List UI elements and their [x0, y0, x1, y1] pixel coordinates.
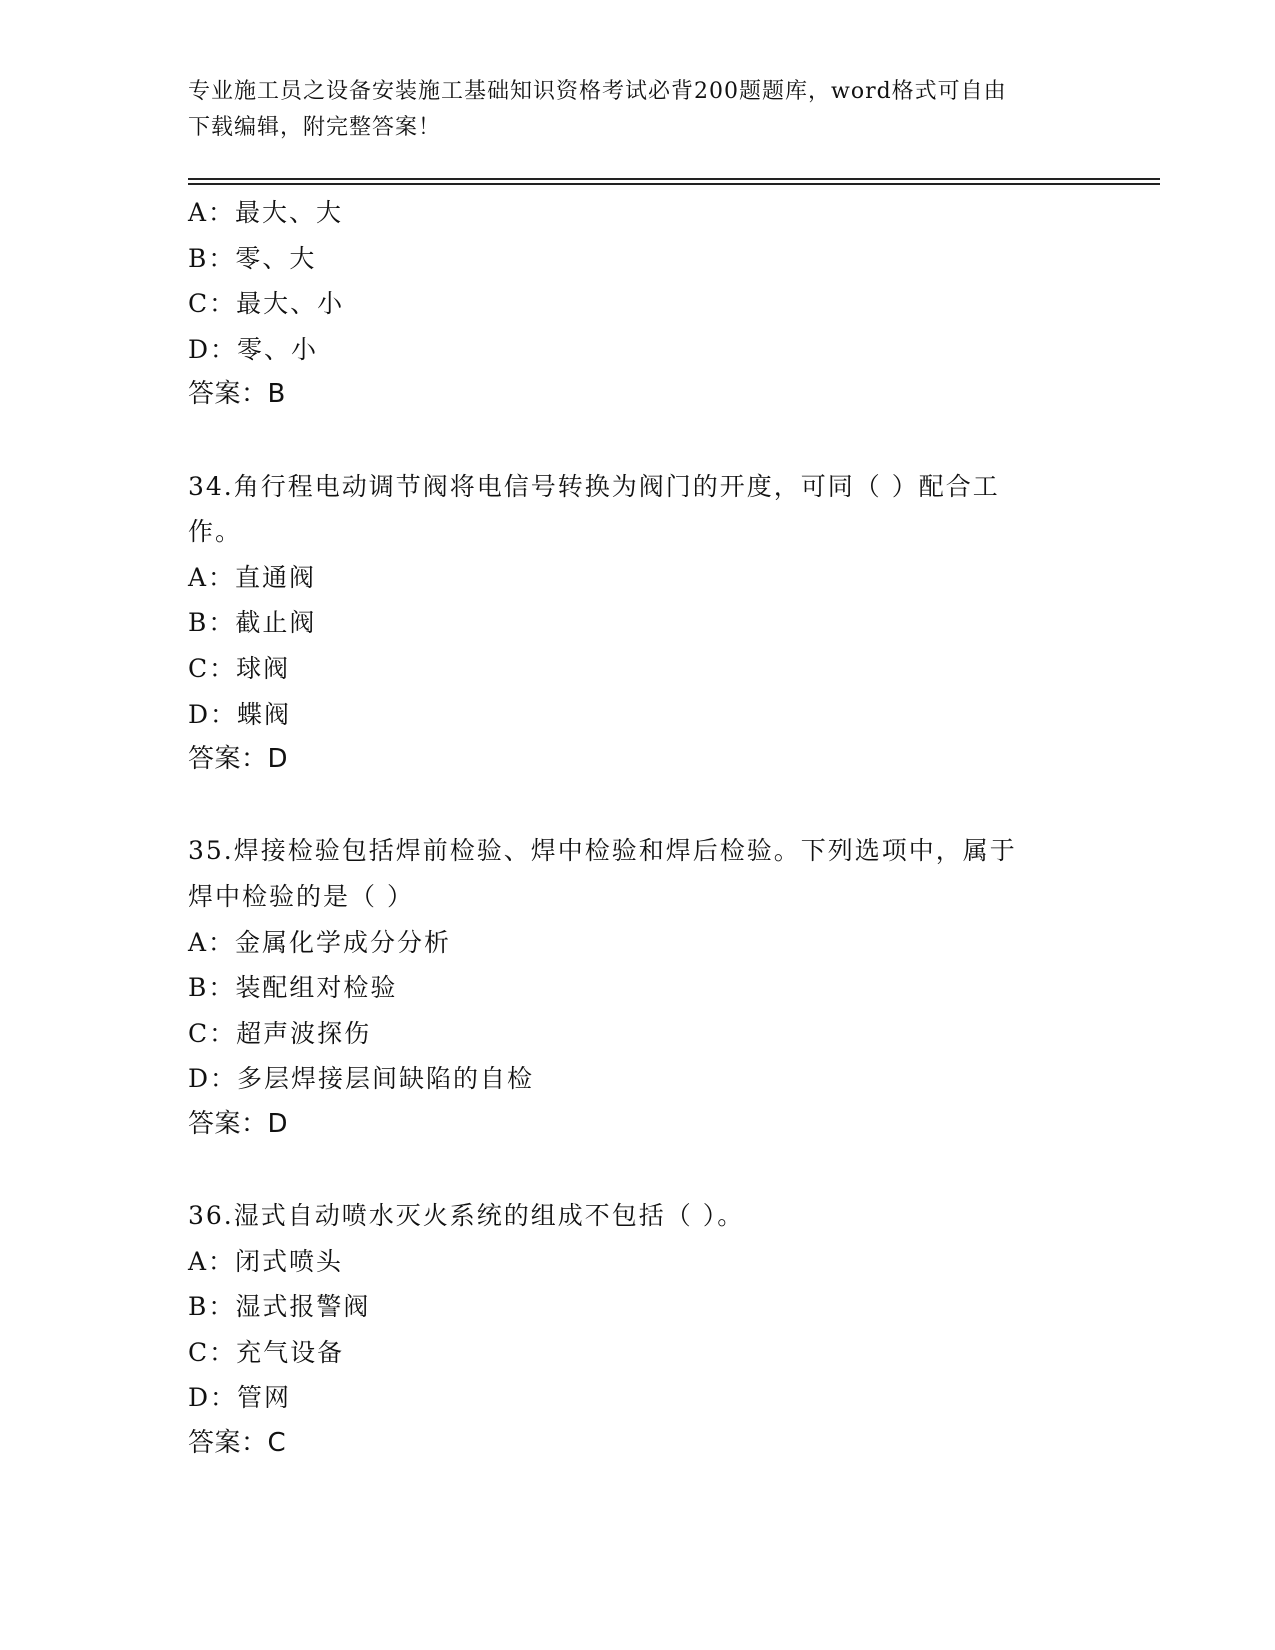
question-36	[188, 1193, 1088, 1467]
option-b: B：装配组对检验	[188, 973, 398, 1003]
option-d: D：管网	[188, 1383, 292, 1413]
answer: 答案：C	[188, 1428, 287, 1459]
option-d: D：多层焊接层间缺陷的自检	[188, 1064, 535, 1094]
answer: 答案：D	[188, 1108, 289, 1139]
option-b: B：零、大	[188, 243, 317, 273]
option-c: C：充气设备	[188, 1337, 345, 1367]
question-text-line-1: 35.焊接检验包括焊前检验、焊中检验和焊后检验。下列选项中，属于	[188, 836, 1017, 866]
question-text-line-2: 作。	[188, 517, 243, 547]
question-text-line-1: 34.角行程电动调节阀将电信号转换为阀门的开度，可同（ ）配合工	[188, 471, 1000, 501]
option-c: C：球阀	[188, 653, 291, 683]
option-a: A：直通阀	[188, 562, 317, 592]
option-d: D：蝶阀	[188, 699, 292, 729]
question-35	[188, 828, 1088, 1147]
question-33-continued	[188, 190, 1088, 418]
option-a: A：金属化学成分分析	[188, 927, 452, 957]
header-rule-bottom	[188, 183, 1160, 185]
question-text-line-2: 焊中检验的是（ ）	[188, 881, 414, 911]
spacer	[188, 783, 1088, 829]
header-line-2: 下载编辑，附完整答案！	[188, 115, 442, 140]
option-a: A：最大、大	[188, 198, 344, 227]
question-text-line-1: 36.湿式自动喷水灭火系统的组成不包括（ ）。	[188, 1201, 745, 1231]
header-line-1: 专业施工员之设备安装施工基础知识资格考试必背200题题库，word格式可自由	[188, 79, 1007, 104]
option-a: A：闭式喷头	[188, 1246, 344, 1276]
option-b: B：截止阀	[188, 608, 317, 638]
question-34	[188, 464, 1088, 783]
question-list	[188, 190, 1088, 1467]
option-b: B：湿式报警阀	[188, 1292, 371, 1322]
spacer	[188, 418, 1088, 464]
document-header	[188, 74, 1068, 146]
answer: 答案：D	[188, 744, 289, 775]
option-d: D：零、小	[188, 334, 319, 364]
spacer	[188, 1147, 1088, 1193]
header-rule-top	[188, 178, 1160, 180]
answer: 答案：B	[188, 379, 286, 410]
option-c: C：最大、小	[188, 289, 345, 319]
option-c: C：超声波探伤	[188, 1018, 372, 1048]
